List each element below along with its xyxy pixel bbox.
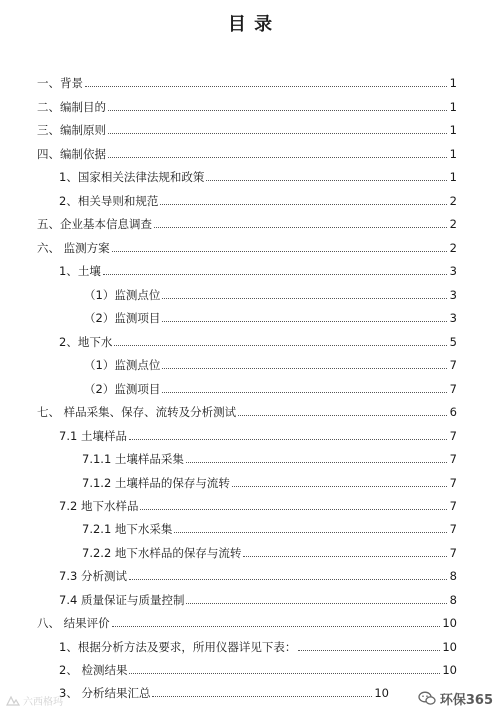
- toc-page-number: 2: [449, 194, 457, 208]
- toc-page-number: 8: [449, 593, 457, 607]
- toc-entry[interactable]: [0, 403, 501, 419]
- toc-page-number: 7: [449, 476, 457, 490]
- dot-leader: [154, 227, 447, 228]
- toc-entry[interactable]: [0, 520, 501, 536]
- toc-page-number: 10: [442, 616, 457, 630]
- dot-leader: [129, 579, 447, 580]
- toc-page-number: 10: [442, 663, 457, 677]
- dot-leader: [162, 392, 447, 393]
- toc-entry[interactable]: [0, 356, 501, 372]
- dot-leader: [186, 603, 447, 604]
- dot-leader: [85, 86, 447, 87]
- toc-page-number: 7: [449, 522, 457, 536]
- dot-leader: [112, 251, 447, 252]
- toc-page-number: 3: [449, 264, 457, 278]
- toc-entry[interactable]: [0, 121, 501, 137]
- toc-entry[interactable]: [0, 239, 501, 255]
- toc-entry[interactable]: [0, 638, 501, 654]
- toc-entry[interactable]: [0, 145, 501, 161]
- toc-page-number: 10: [442, 640, 457, 654]
- dot-leader: [112, 626, 441, 627]
- dot-leader: [108, 157, 447, 158]
- toc-entry[interactable]: [0, 544, 501, 560]
- toc-entry-text: 1、根据分析方法及要求，所用仪器详见下表：: [59, 640, 297, 654]
- wechat-icon: [418, 691, 436, 706]
- toc-page-number: 6: [449, 405, 457, 419]
- brand-logo-icon: [6, 695, 20, 707]
- toc-entry-text: （1）监测点位: [84, 358, 161, 372]
- toc-page-number: 7: [449, 358, 457, 372]
- dot-leader: [140, 509, 447, 510]
- dot-leader: [243, 556, 447, 557]
- watermark-logo-left: [6, 693, 63, 708]
- toc-entry-text: （2）监测项目: [84, 311, 161, 325]
- toc-entry-text: 7.1 土壤样品: [59, 429, 127, 443]
- toc-entry[interactable]: [0, 192, 501, 208]
- dot-leader: [174, 532, 447, 533]
- toc-entry[interactable]: [0, 309, 501, 325]
- dot-leader: [186, 462, 447, 463]
- toc-entry-text: 五、企业基本信息调查: [37, 217, 152, 231]
- toc-entry-text: 7.3 分析测试: [59, 569, 127, 583]
- toc-entry[interactable]: [0, 474, 501, 490]
- toc-entry[interactable]: [0, 262, 501, 278]
- toc-entry-text: 1、土壤: [59, 264, 101, 278]
- dot-leader: [103, 274, 447, 275]
- toc-page-number: 1: [449, 76, 457, 90]
- toc-entry[interactable]: [0, 661, 501, 677]
- toc-entry-text: 七、 样品采集、保存、流转及分析测试: [37, 405, 237, 419]
- toc-page-number: 3: [449, 288, 457, 302]
- dot-leader: [129, 439, 447, 440]
- toc-entry-text: 一、背景: [37, 76, 83, 90]
- toc-entry[interactable]: [0, 497, 501, 513]
- toc-entry-text: 2、 检测结果: [59, 663, 128, 677]
- toc-entry[interactable]: [0, 74, 501, 90]
- toc-page-number: 2: [449, 241, 457, 255]
- dot-leader: [162, 368, 447, 369]
- toc-entry-text: 四、编制依据: [37, 147, 106, 161]
- watermark-wechat-account: [418, 689, 493, 708]
- toc-entry[interactable]: [0, 286, 501, 302]
- toc-entry-text: 7.1.2 土壤样品的保存与流转: [82, 476, 230, 490]
- toc-page-number: 7: [449, 499, 457, 513]
- toc-page-number: 7: [449, 452, 457, 466]
- toc-entry-text: 7.1.1 土壤样品采集: [82, 452, 184, 466]
- dot-leader: [129, 673, 440, 674]
- toc-page-number: 3: [449, 311, 457, 325]
- toc-entry[interactable]: [0, 614, 501, 630]
- toc-entry[interactable]: [0, 168, 501, 184]
- toc-page-number: 8: [449, 569, 457, 583]
- toc-entry[interactable]: [0, 450, 501, 466]
- toc-entry-text: （2）监测项目: [84, 382, 161, 396]
- toc-page-number: 1: [449, 147, 457, 161]
- toc-entry[interactable]: [0, 591, 501, 607]
- watermark-right-text: 环保365: [439, 693, 493, 708]
- toc-page-number: 5: [449, 335, 457, 349]
- toc-entry-text: 2、相关导则和规范: [59, 194, 159, 208]
- dot-leader: [162, 321, 447, 322]
- dot-leader: [206, 180, 447, 181]
- toc-entry-text: 7.4 质量保证与质量控制: [59, 593, 185, 607]
- dot-leader: [232, 486, 447, 487]
- toc-entry-text: （1）监测点位: [84, 288, 161, 302]
- toc-page-number: 7: [449, 546, 457, 560]
- toc-entry[interactable]: [0, 427, 501, 443]
- toc-entry-text: 2、地下水: [59, 335, 113, 349]
- toc-entry[interactable]: [0, 380, 501, 396]
- toc-entry[interactable]: [0, 215, 501, 231]
- toc-entry-text: 7.2 地下水样品: [59, 499, 139, 513]
- dot-leader: [152, 696, 372, 697]
- toc-entry-text: 二、编制目的: [37, 100, 106, 114]
- toc-entry-text: 三、编制原则: [37, 123, 106, 137]
- dot-leader: [108, 110, 447, 111]
- toc-entry-text: 八、 结果评价: [37, 616, 110, 630]
- toc-entry-text: 7.2.2 地下水样品的保存与流转: [82, 546, 242, 560]
- toc-page-number: 7: [449, 382, 457, 396]
- dot-leader: [162, 298, 447, 299]
- toc-page-number: 1: [449, 170, 457, 184]
- toc-entry[interactable]: [0, 98, 501, 114]
- dot-leader: [298, 650, 440, 651]
- toc-page-number: 1: [449, 123, 457, 137]
- toc-entry-text: 1、国家相关法律法规和政策: [59, 170, 205, 184]
- dot-leader: [238, 415, 447, 416]
- toc-page-number: 2: [449, 217, 457, 231]
- toc-title: 目 录: [227, 14, 274, 35]
- dot-leader: [108, 133, 447, 134]
- toc-entry-text: 7.2.1 地下水采集: [82, 522, 173, 536]
- toc-entry-text: 3、 分析结果汇总: [59, 686, 151, 700]
- watermark-left-text: 六西格玛: [23, 697, 63, 708]
- toc-entry-text: 六、 监测方案: [37, 241, 110, 255]
- toc-page-number: 10: [374, 686, 389, 700]
- toc-entry[interactable]: [0, 333, 501, 349]
- toc-page-number: 1: [449, 100, 457, 114]
- toc-page-number: 7: [449, 429, 457, 443]
- dot-leader: [114, 345, 447, 346]
- toc-entry[interactable]: [0, 567, 501, 583]
- dot-leader: [160, 204, 447, 205]
